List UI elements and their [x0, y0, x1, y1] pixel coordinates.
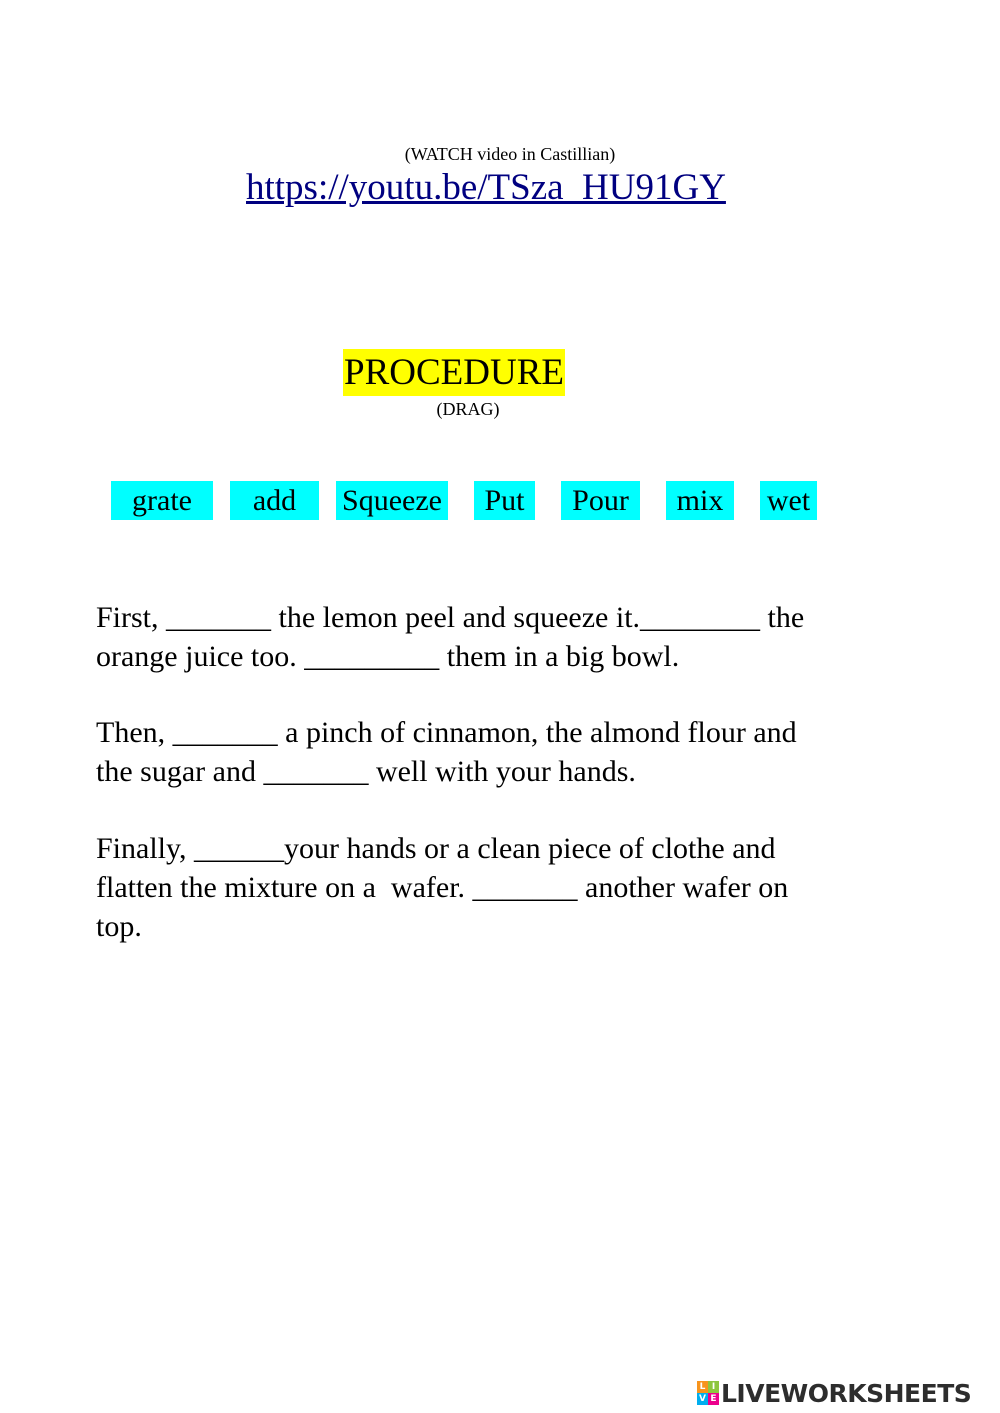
logo-text: LIVEWORKSHEETS [721, 1378, 972, 1408]
paragraph-finally [96, 829, 916, 946]
word-chip-grate[interactable]: grate [111, 481, 213, 520]
logo-mark-letter: E [708, 1393, 719, 1405]
text-line: orange juice too. _________ them in a big bowl. [96, 640, 680, 673]
drag-instruction: (DRAG) [436, 399, 500, 419]
text-line: Finally, ______your hands or a clean piece of clothe and [96, 832, 776, 865]
text-line: flatten the mixture on a wafer. _______ another wafer on [96, 871, 789, 904]
word-bank [0, 481, 1000, 520]
word-chip-pour[interactable]: Pour [561, 481, 640, 520]
logo-mark-letter: I [708, 1381, 719, 1393]
paragraph-first [96, 598, 916, 676]
word-chip-wet[interactable]: wet [760, 481, 817, 520]
word-chip-mix[interactable]: mix [666, 481, 734, 520]
word-chip-squeeze[interactable]: Squeeze [336, 481, 448, 520]
text-line: First, _______ the lemon peel and squeeze it.________ the [96, 601, 805, 634]
text-line: top. [96, 910, 142, 943]
word-chip-put[interactable]: Put [474, 481, 535, 520]
word-chip-add[interactable]: add [230, 481, 319, 520]
text-line: Then, _______ a pinch of cinnamon, the almond flour and [96, 716, 797, 749]
watch-note: (WATCH video in Castillian) [404, 144, 616, 164]
liveworksheets-logo [697, 1378, 971, 1408]
logo-mark-icon [697, 1381, 719, 1405]
video-link[interactable]: https://youtu.be/TSza_HU91GY [246, 167, 726, 208]
paragraph-then [96, 713, 916, 791]
logo-mark-letter: V [697, 1393, 708, 1405]
text-line: the sugar and _______ well with your hands. [96, 755, 636, 788]
logo-mark-letter: L [697, 1381, 708, 1393]
procedure-title: PROCEDURE [343, 349, 565, 396]
